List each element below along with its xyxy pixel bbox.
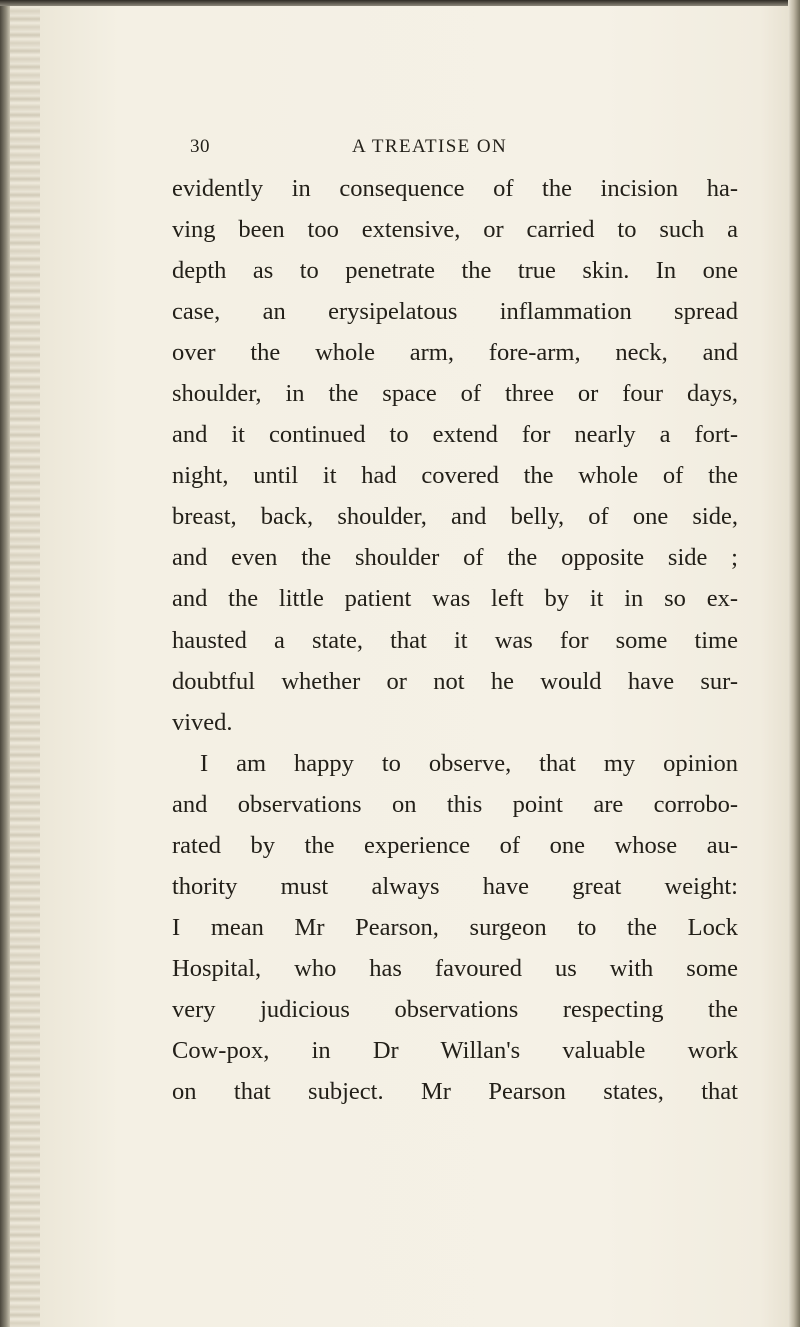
page-number: 30 bbox=[190, 136, 210, 157]
text-line: and the little patient was left by it in so ex- bbox=[172, 585, 738, 613]
text-line: on that subject. Mr Pearson states, that bbox=[172, 1078, 738, 1106]
text-line: hausted a state, that it was for some time bbox=[172, 626, 738, 654]
page-right-edge bbox=[788, 0, 800, 1327]
text-line: breast, back, shoulder, and belly, of one side, bbox=[172, 503, 738, 531]
text-line: thority must always have great weight: bbox=[172, 872, 738, 900]
text-line: and even the shoulder of the opposite side ; bbox=[172, 544, 738, 572]
running-head: A TREATISE ON bbox=[352, 136, 508, 157]
page-top-edge bbox=[0, 0, 800, 6]
text-line: very judicious observations respecting the bbox=[172, 995, 738, 1023]
text-line: shoulder, in the space of three or four days, bbox=[172, 380, 738, 408]
text-line: ving been too extensive, or carried to such a bbox=[172, 216, 738, 244]
text-line: and observations on this point are corrobo- bbox=[172, 790, 738, 818]
text-line: I mean Mr Pearson, surgeon to the Lock bbox=[172, 913, 738, 941]
body-text bbox=[172, 168, 738, 1112]
page-header bbox=[190, 136, 730, 166]
text-line: rated by the experience of one whose au- bbox=[172, 831, 738, 859]
text-line: evidently in consequence of the incision ha- bbox=[172, 175, 738, 202]
spine-shadow bbox=[0, 0, 10, 1327]
text-line: Cow-pox, in Dr Willan's valuable work bbox=[172, 1036, 738, 1064]
text-line: case, an erysipelatous inflammation spread bbox=[172, 298, 738, 326]
text-line: vived. bbox=[172, 708, 233, 736]
text-line: I am happy to observe, that my opinion bbox=[200, 749, 738, 777]
text-line: Hospital, who has favoured us with some bbox=[172, 954, 738, 982]
text-line: and it continued to extend for nearly a fort- bbox=[172, 421, 738, 449]
text-line: depth as to penetrate the true skin. In one bbox=[172, 257, 738, 285]
text-line: doubtful whether or not he would have sur- bbox=[172, 667, 738, 695]
text-line: over the whole arm, fore-arm, neck, and bbox=[172, 339, 738, 367]
text-line: night, until it had covered the whole of the bbox=[172, 462, 738, 490]
